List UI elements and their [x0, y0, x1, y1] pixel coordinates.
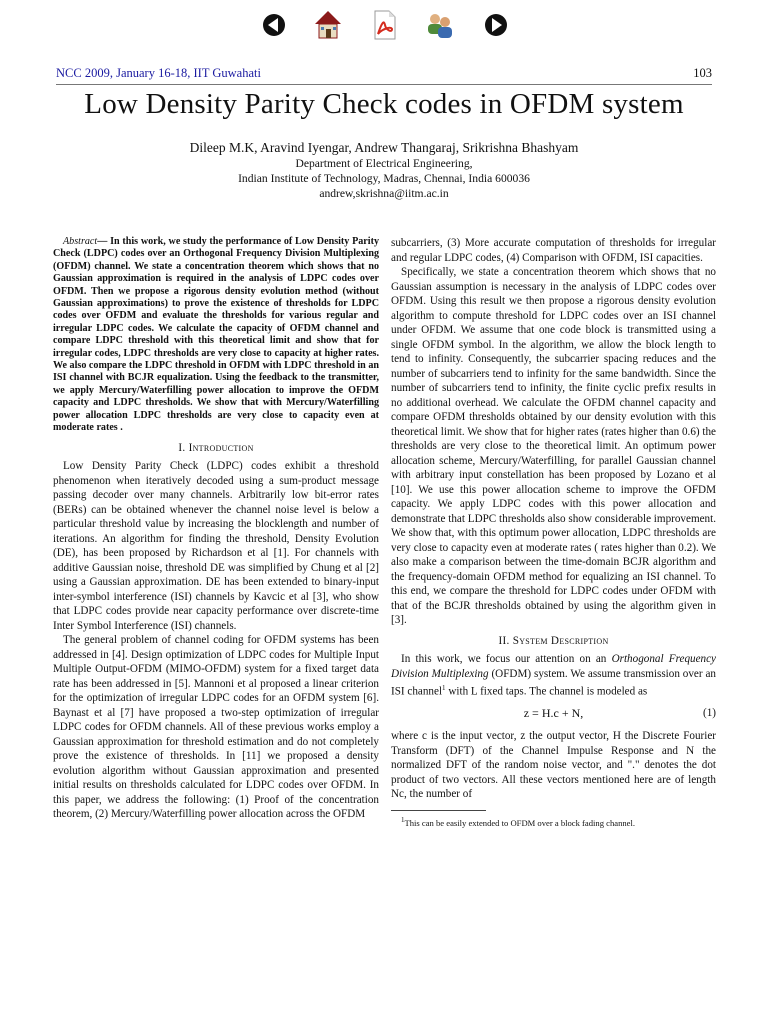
footnote: [391, 815, 716, 829]
right-column: [391, 236, 716, 829]
abstract-text: — In this work, we study the performance of Low Density Parity Check (LDPC) codes over an Orthogonal Frequency Division Multiplexing (OFDM) channel. We state a concentration theorem which shows that no Gaussian approximation is required in the analysis of LDPC codes over OFDM. Then we propose a rigorous density evolution method (without Gaussian approximations) to prove the existence of thresholds for LDPC codes over OFDM and evaluate the thresholds for various regular and irregular LDPC codes. We calculate the capacity of OFDM channel and compare LDPC threshold with this theoretical limit and show that for irregular codes, LDPC thresholds are very close to capacity at higher rates. We also compare the LDPC threshold in OFDM with LDPC threshold in an ISI channel with BCJR equalization. Using the feedback to the transmitter, we apply Mercury/Waterfilling power allocation to improve the OFDM capacity and LDPC thresholds. We show that with Mercury/Waterfilling power allocation LDPC thresholds are very close to capacity even at moderate rates .: [53, 236, 379, 434]
footnote-text: This can be easily extended to OFDM over a block fading channel.: [404, 817, 636, 828]
users-icon[interactable]: [424, 8, 456, 42]
next-page-icon[interactable]: [480, 8, 512, 42]
paper-authors: Dileep M.K, Aravind Iyengar, Andrew Thangaraj, Srikrishna Bhashyam: [189, 140, 579, 155]
emphasis-text: Orthogonal Frequency Division Multiplexing: [391, 653, 716, 680]
section-title: System Description: [512, 634, 609, 647]
left-column: [53, 236, 379, 822]
affiliation-institute: Indian Institute of Technology, Madras, Chennai, India 600036: [238, 172, 530, 185]
section-title: Introduction: [188, 441, 254, 454]
abstract-lead: Abstract: [63, 236, 98, 247]
text-span: In this work, we focus our attention on an: [401, 653, 612, 665]
pdf-document-icon[interactable]: [368, 8, 400, 42]
affiliation-email: andrew,skrishna@iitm.ac.in: [319, 187, 449, 200]
footnote-rule: [391, 810, 486, 811]
abstract: [53, 236, 379, 435]
intro-paragraph-2: The general problem of channel coding for OFDM systems has been addressed in [4]. Design optimization of LDPC codes for Multiple Input Multiple Output-OFDM (MIMO-OFDM) system for a fixed target data rate has been addressed in [5]. Mannoni et al proposed a linear criterion for the optimization of irregular LDPC codes for an OFDM system [6]. Baynast et al [7] have proposed a two-step optimization of irregular LDPC codes for OFDM channels. All of these previous works employ a Gaussian approximation for threshold estimation and do not completely prove the existence of thresholds. In [11] we proposed a density evolution algorithm without Gaussian approximation and presented initial results on thresholds calculated for LDPC codes over OFDM. In this paper, we address the following: (1) Proof of the concentration theorem, (2) Mercury/Waterfilling power allocation across the OFDM: [53, 634, 379, 820]
previous-page-icon[interactable]: [258, 8, 290, 42]
section-heading-system-description: [391, 634, 716, 649]
system-paragraph-2: where c is the input vector, z the output vector, H the Discrete Fourier Transform (DFT) of the Channel Impulse Response and N the normalized DFT of the random noise vector, and "." denotes the dot product of two vectors. All these vectors mentioned here are of length Nc, the number of: [391, 730, 716, 801]
footnote-marker[interactable]: 1: [442, 684, 446, 692]
footnote-marker: 1: [401, 815, 405, 824]
text-span: (OFDM) system. We assume transmission over an ISI channel: [391, 667, 716, 698]
section-number: I.: [178, 441, 186, 454]
affiliation-department: Department of Electrical Engineering,: [295, 157, 473, 170]
equation-body: z = H.c + N,: [523, 706, 584, 721]
home-icon[interactable]: [312, 8, 344, 42]
conference-link[interactable]: NCC 2009, January 16-18, IIT Guwahati: [56, 66, 261, 80]
intro-paragraph-1: Low Density Parity Check (LDPC) codes exhibit a threshold phenomenon when iteratively decoded using a sum-product message passing decoder over many channels. Arbitrarily low bit-error rates (BERs) can be obtained whenever the channel noise level is below a particular threshold value by increasing the blocklength and number of iterations. An algorithm for finding the threshold, Density Evolution (DE), has been proposed by Richardson et al [1]. For channels with additive Gaussian noise, threshold DE was simplified by Chung et al [2] using a Gaussian approximation. DE has been extended to binary-input inter-symbol interference (ISI) channels by Kavcic et al [3], who show that LDPC codes provide near capacity performance over discrete-time Inter Symbol Interference (ISI) channels.: [53, 460, 379, 632]
text-span: with L fixed taps. The channel is modeled as: [445, 685, 648, 698]
equation-number: (1): [703, 707, 716, 720]
running-header: [56, 66, 712, 84]
section-number: II.: [498, 634, 510, 647]
section-heading-introduction: [53, 441, 379, 456]
page-number: 103: [693, 66, 712, 80]
navigation-bar: [0, 8, 768, 44]
header-rule: [56, 84, 712, 85]
equation-1: [391, 703, 716, 725]
intro-paragraph-3: subcarriers, (3) More accurate computation of thresholds for irregular and regular LDPC codes, (4) Comparison with OFDM, ISI capacities.: [391, 237, 716, 264]
system-paragraph-1: [391, 652, 716, 699]
paper-title: Low Density Parity Check codes in OFDM system: [84, 88, 684, 120]
intro-paragraph-4: Specifically, we state a concentration theorem which shows that no Gaussian assumption is necessary in the analysis of LDPC codes over OFDM. Using this result we then propose a rigorous density evolution algorithm to compute threshold for LDPC codes over an ISI channel under OFDM. We assume that one code block is transmitted using a single OFDM symbol. In the algorithm, we allow the block length to tend to infinity. Consequently, the subcarrier spacing reduces and the number of subcarriers tend to infinity for the same bandwidth. Since the number of subcarriers tend to infinity, the finite cyclic prefix results in no additional overhead. We calculate the OFDM channel capacity and compare OFDM thresholds obtained by our density evolution with this theoretical limit. We show that for higher rates (rates higher than 0.6) the thresholds are very close to the theoretical limit. An optimum power allocation scheme, Mercury/Waterfilling, for parallel Gaussian channel with arbitrary input constellation has been proposed by Lozano et al [10]. We use this power allocation scheme to improve the OFDM capacity. We apply LDPC codes with this power allocation and demonstrate that LDPC thresholds also show considerable improvement. We show that, with this optimum power allocation, LDPC thresholds are very close to capacity even at moderate rates ( rates higher than 0.2). We also make a comparison between the time-domain BCJR algorithm and the frequency-domain OFDM method for equalizing an ISI channel. To this end, we compare the threshold for LDPC codes under OFDM with that of the BCJR thresholds obtained by using the algorithm given in [3].: [391, 266, 716, 626]
